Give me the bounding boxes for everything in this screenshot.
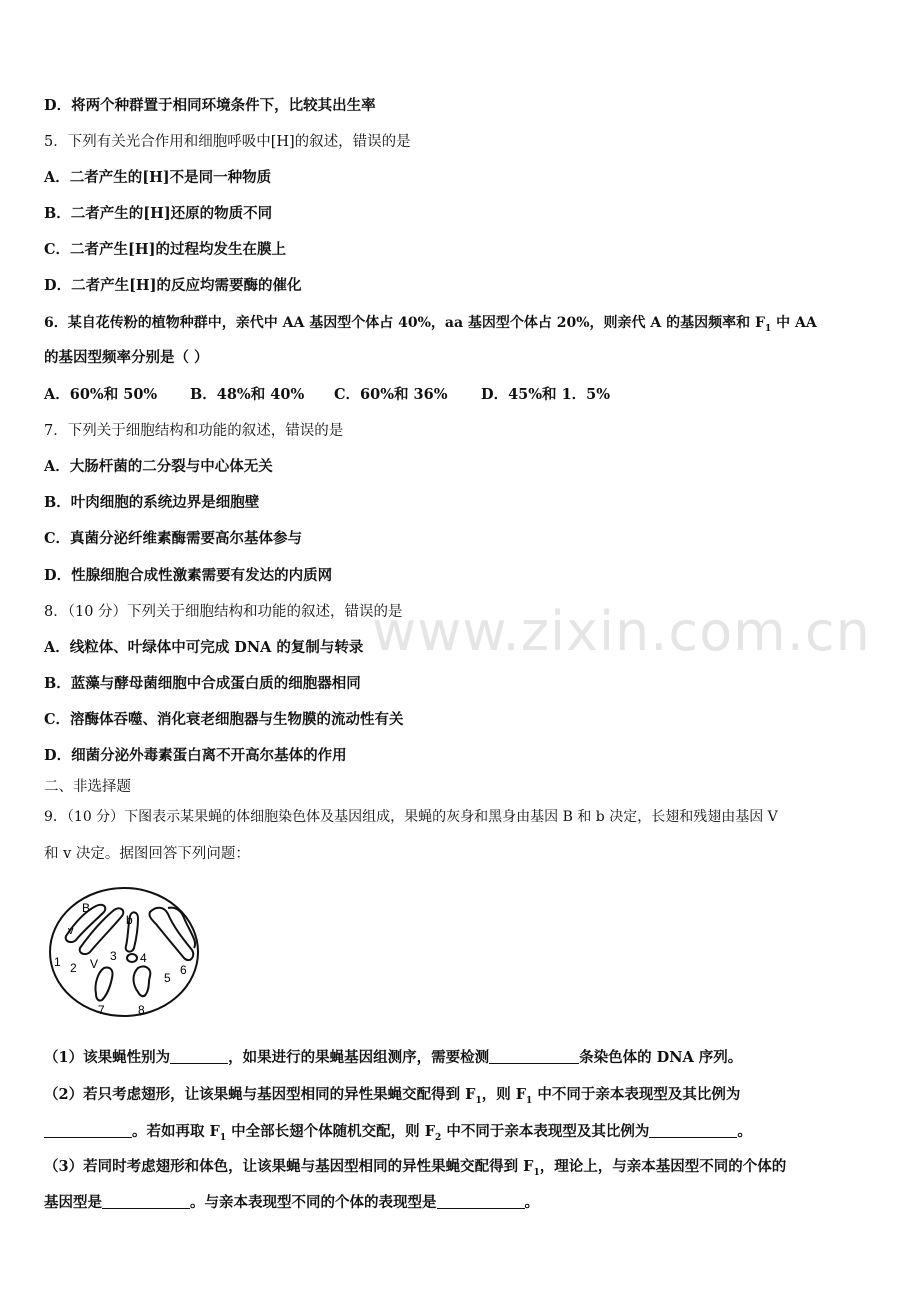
cell-outline	[50, 888, 198, 1016]
q6-option-d: D．45%和 1．5%	[481, 386, 611, 403]
answer-blank-4[interactable]	[649, 1123, 737, 1138]
chromosome-figure	[44, 884, 204, 1020]
q5-stem: 5．下列有关光合作用和细胞呼吸中[H]的叙述，错误的是	[44, 134, 411, 150]
gene-label-V: V	[90, 957, 99, 971]
q5-option-c: C．二者产生[H]的过程均发生在膜上	[44, 241, 286, 258]
gene-label-B: B	[82, 901, 91, 915]
q6-option-a: A．60%和 50%	[44, 386, 158, 403]
chromosome-7	[95, 967, 112, 1000]
q5-option-a: A．二者产生的[H]不是同一种物质	[44, 169, 272, 186]
gene-label-b: b	[126, 913, 133, 927]
chromosome-number-4: 4	[140, 951, 147, 965]
gene-label-v: v	[68, 925, 74, 937]
answer-blank-2[interactable]	[489, 1049, 579, 1064]
answer-blank-5[interactable]	[102, 1194, 190, 1209]
chromosome-8	[134, 966, 151, 996]
chromosome-number-5: 5	[164, 971, 171, 985]
q7-option-a: A．大肠杆菌的二分裂与中心体无关	[44, 458, 273, 475]
chromosome-number-7: 7	[98, 1003, 105, 1017]
q9-stem-line1: 9．（10 分）下图表示某果蝇的体细胞染色体及基因组成，果蝇的灰身和黑身由基因 B 和 b 决定，长翅和残翅由基因 V	[44, 809, 778, 825]
q8-option-a: A．线粒体、叶绿体中可完成 DNA 的复制与转录	[44, 639, 364, 656]
q7-option-d: D．性腺细胞合成性激素需要有发达的内质网	[44, 567, 333, 584]
chromosome-number-2: 2	[70, 961, 77, 975]
answer-blank-6[interactable]	[437, 1194, 525, 1209]
q9-part2-line2: 。若如再取 $F_1$ 中全部长翅个体随机交配，则 $F_2$ 中不同于亲本表现型及其比例为 。	[44, 1122, 752, 1148]
chromosome-number-8: 8	[138, 1003, 145, 1017]
q7-stem: 7．下列关于细胞结构和功能的叙述，错误的是	[44, 423, 344, 439]
q8-stem: 8．（10 分）下列关于细胞结构和功能的叙述，错误的是	[44, 604, 403, 620]
q9-part1: （1）该果蝇性别为 ，如果进行的果蝇基因组测序，需要检测 条染色体的 DNA 序列。	[44, 1049, 743, 1066]
section-heading: 二、非选择题	[44, 779, 131, 795]
q6-stem-line1: 6．某自花传粉的植物种群中，亲代中 AA 基因型个体占 40%，aa 基因型个体占 20%，则亲代 A 的基因频率和 $F_1$ 中 AA	[44, 315, 817, 334]
q8-option-c: C．溶酶体吞噬、消化衰老细胞器与生物膜的流动性有关	[44, 711, 404, 728]
answer-blank-3[interactable]	[44, 1123, 132, 1138]
q9-stem-line2: 和 v 决定。据图回答下列问题：	[44, 846, 250, 862]
q5-option-d: D．二者产生[H]的反应均需要酶的催化	[44, 277, 302, 294]
q6-option-c: C．60%和 36%	[334, 386, 448, 403]
q5-option-b: B．二者产生的[H]还原的物质不同	[44, 205, 273, 222]
q4-option-d: D．将两个种群置于相同环境条件下，比较其出生率	[44, 97, 376, 114]
q9-part2-line1: （2）若只考虑翅形，让该果蝇与基因型相同的异性果蝇交配得到 $F_1$，则 $F_1$ 中不同于亲本表现型及其比例为	[44, 1086, 741, 1106]
q9-part3-line2: 基因型是 。与亲本表现型不同的个体的表现型是 。	[44, 1194, 539, 1211]
q8-option-d: D．细菌分泌外毒素蛋白离不开高尔基体的作用	[44, 747, 347, 764]
chromosome-6	[168, 908, 195, 948]
chromosome-number-1: 1	[54, 955, 61, 969]
chromosome-number-3: 3	[110, 949, 117, 963]
q7-option-c: C．真菌分泌纤维素酶需要高尔基体参与	[44, 530, 303, 547]
q7-option-b: B．叶肉细胞的系统边界是细胞壁	[44, 494, 260, 511]
q6-option-b: B．48%和 40%	[190, 386, 305, 403]
answer-blank-1[interactable]	[170, 1049, 228, 1064]
chromosome-number-6: 6	[180, 963, 187, 977]
q9-part3-line1: （3）若同时考虑翅形和体色，让该果蝇与基因型相同的异性果蝇交配得到 $F_1$，理论上，与亲本基因型不同的个体的	[44, 1158, 787, 1178]
watermark: www.zixin.com.cn	[372, 600, 871, 663]
q6-stem-line2: 的基因型频率分别是（ ）	[44, 349, 209, 366]
chromosome-5	[149, 908, 193, 960]
q8-option-b: B．蓝藻与酵母菌细胞中合成蛋白质的细胞器相同	[44, 675, 361, 692]
chromosome-4	[127, 954, 137, 962]
